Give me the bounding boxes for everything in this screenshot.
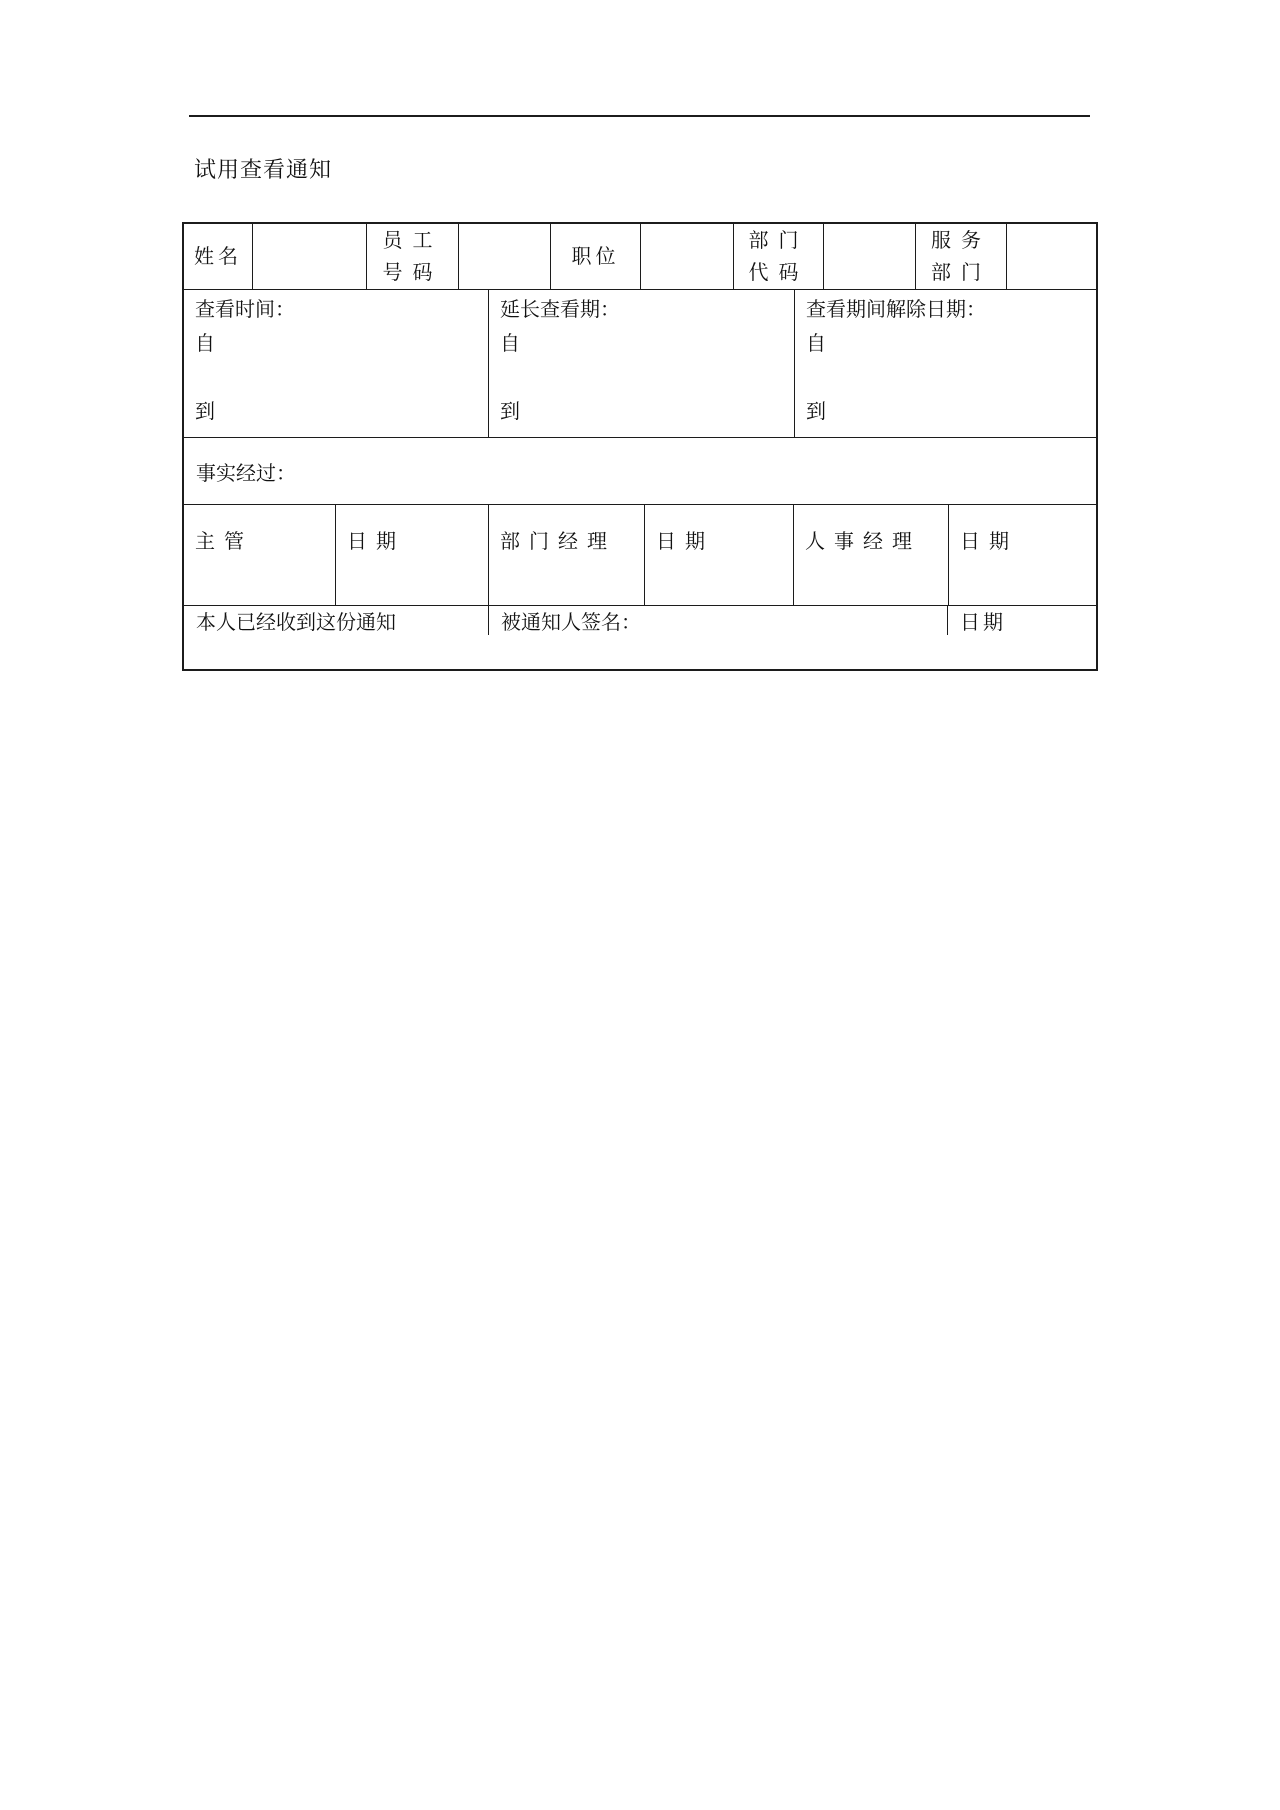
- date-label: 日期: [960, 612, 1006, 634]
- extended-review-label: 延长查看期：: [500, 299, 620, 321]
- employee-no-label: 员工 号码: [367, 224, 459, 289]
- hr-manager-label: 人事经理: [805, 531, 921, 553]
- facts-label: 事实经过：: [196, 462, 296, 485]
- probation-notice-form: [182, 222, 1098, 671]
- dept-manager-cell[interactable]: [489, 505, 645, 605]
- facts-row: [184, 438, 1096, 505]
- period-row: [184, 290, 1096, 438]
- to-label: 到: [500, 401, 520, 423]
- acknowledgement-row: [184, 606, 1096, 635]
- review-time-label: 查看时间：: [195, 299, 295, 321]
- notified-signature-cell[interactable]: [489, 606, 948, 635]
- service-dept-value-cell[interactable]: [1007, 224, 1096, 289]
- date-label: 日期: [960, 531, 1018, 553]
- dept-manager-date-cell[interactable]: [645, 505, 794, 605]
- dept-code-label: 部门 代码: [734, 224, 824, 289]
- signoff-row: [184, 505, 1096, 606]
- release-date-label: 查看期间解除日期：: [806, 299, 986, 321]
- header-rule: [189, 115, 1090, 117]
- review-time-cell[interactable]: [184, 290, 489, 437]
- hr-manager-cell[interactable]: [794, 505, 949, 605]
- received-notice-label: 本人已经收到这份通知: [196, 612, 396, 634]
- from-label: 自: [500, 333, 520, 355]
- document-title: 试用查看通知: [194, 157, 333, 182]
- from-label: 自: [195, 333, 215, 355]
- date-label: 日期: [656, 531, 714, 553]
- service-dept-label: 服务 部门: [916, 224, 1007, 289]
- ack-date-cell[interactable]: [948, 606, 1096, 635]
- extended-review-cell[interactable]: [489, 290, 795, 437]
- name-value-cell[interactable]: [253, 224, 367, 289]
- received-notice-cell: [184, 606, 489, 635]
- supervisor-label: 主管: [195, 531, 253, 553]
- release-date-cell[interactable]: [795, 290, 1096, 437]
- name-label: 姓名: [184, 224, 253, 289]
- position-value-cell[interactable]: [641, 224, 734, 289]
- header-row: [184, 224, 1096, 290]
- dept-manager-label: 部门经理: [500, 531, 616, 553]
- dept-code-value-cell[interactable]: [824, 224, 916, 289]
- supervisor-cell[interactable]: [184, 505, 336, 605]
- facts-cell[interactable]: [184, 438, 1096, 504]
- supervisor-date-cell[interactable]: [336, 505, 489, 605]
- from-label: 自: [806, 333, 826, 355]
- hr-manager-date-cell[interactable]: [949, 505, 1096, 605]
- employee-no-value-cell[interactable]: [459, 224, 551, 289]
- to-label: 到: [806, 401, 826, 423]
- date-label: 日期: [347, 531, 405, 553]
- to-label: 到: [195, 401, 215, 423]
- position-label: 职位: [551, 224, 641, 289]
- notified-signature-label: 被通知人签名：: [501, 612, 641, 634]
